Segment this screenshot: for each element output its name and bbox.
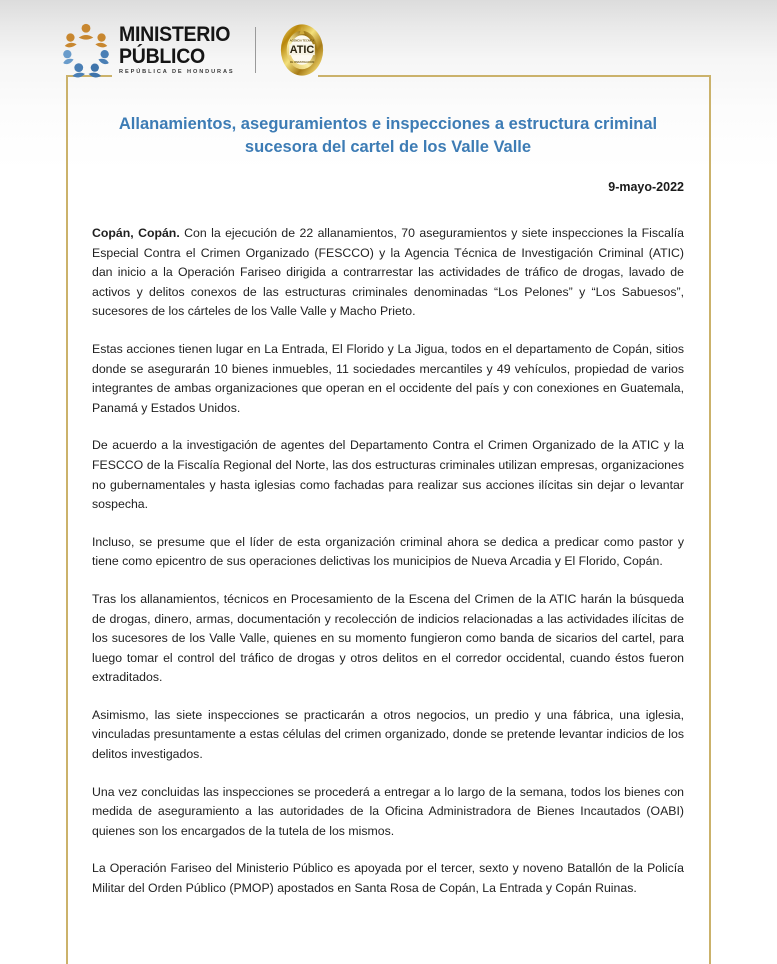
- document-body: [92, 224, 684, 899]
- frame-border-left: [66, 75, 68, 964]
- paragraph-lead: Copán, Copán.: [92, 226, 180, 240]
- paragraph-2: Estas acciones tienen lugar en La Entrada, El Florido y La Jigua, todos en el departamento de Copán, sitios donde se asegurarán 10 bienes inmuebles, 11 sociedades mercantiles y 49 vehículos, propiedad de varios integrantes de ambas organizaciones que operan en el occidente del país y con conexiones en Guatemala, Panamá y Estados Unidos.: [92, 341, 684, 415]
- svg-text:ATIC: ATIC: [289, 44, 314, 57]
- atic-seal-icon: [270, 18, 334, 82]
- people-circle-icon: [60, 22, 112, 78]
- institution-name-line1: MINISTERIO: [119, 23, 231, 47]
- ministerio-publico-wordmark: [119, 24, 239, 76]
- paragraph-7: Una vez concluidas las inspecciones se procederá a entregar a lo largo de la semana, todos los bienes con medida de aseguramiento a las autoridades de la Oficina Administradora de Bienes Incautados (OABI) quienes son los encargados de la tutela de los mismos.: [92, 784, 684, 838]
- institution-subtitle: REPÚBLICA DE HONDURAS: [119, 69, 235, 76]
- frame-border-top-right: [318, 75, 711, 77]
- paragraph-1: [92, 224, 684, 322]
- paragraph-8: La Operación Fariseo del Ministerio Público es apoyada por el tercer, sexto y noveno Batallón de la Policía Militar del Orden Público (PMOP) apostados en Santa Rosa de Copán, La Entrada y Copán Ruinas.: [92, 861, 684, 896]
- svg-text:DE INVESTIGACION: DE INVESTIGACION: [289, 60, 314, 64]
- frame-border-right: [709, 75, 711, 964]
- institution-name-line2: PÚBLICO: [119, 45, 205, 69]
- paragraph-text: Con la ejecución de 22 allanamientos, 70 aseguramientos y siete inspecciones la Fiscalía Especial Contra el Crimen Organizado (FESCCO) y la Agencia Técnica de Investigación Criminal (ATIC) dan inicio a la Operación Fariseo dirigida a contrarrestar las actividades de tráfico de drogas, lavado de activos y delitos conexos de las estructuras criminales denominadas “Los Pelones” y “Los Sabuesos”, sucesores de los cárteles de los Valle Valle y Macho Prieto.: [92, 226, 684, 319]
- document-header: [60, 18, 334, 82]
- paragraph-4: Incluso, se presume que el líder de esta organización criminal ahora se dedica a predicar como pastor y tiene como epicentro de sus operaciones delictivas los municipios de Nueva Arcadia y El Florido, Copán.: [92, 534, 684, 569]
- paragraph-3: De acuerdo a la investigación de agentes del Departamento Contra el Crimen Organizado de la ATIC y la FESCCO de la Fiscalía Regional del Norte, las dos estructuras criminales utilizan empresas, organizaciones no gubernamentales y hasta iglesias como fachadas para realizar sus acciones ilícitas sin dejar o levantar sospecha.: [92, 438, 684, 512]
- logo-divider: [255, 27, 256, 73]
- ministerio-publico-logo: [60, 22, 239, 78]
- document-title: Allanamientos, aseguramientos e inspecciones a estructura criminal sucesora del cartel de los Valle Valle: [118, 115, 658, 156]
- paragraph-6: Asimismo, las siete inspecciones se practicarán a otros negocios, un predio y una fábrica, una iglesia, vinculadas presuntamente a estas células del crimen organizado, donde se pretende levantar indicios de los delitos investigados.: [92, 707, 684, 762]
- paragraph-5: Tras los allanamientos, técnicos en Procesamiento de la Escena del Crimen de la ATIC harán la búsqueda de drogas, dinero, armas, documentación y recolección de indicios relacionadas a las actividades ilícitas de los sucesores de los Valle Valle, quienes en su momento fungieron como banda de sicarios del cartel, para luego tomar el control del tráfico de drogas y otros delitos en el corredor occidental, cuando éstos fueron extraditados.: [92, 591, 684, 685]
- svg-text:AGENCIA TECNICA: AGENCIA TECNICA: [289, 39, 314, 43]
- document-date: 9-mayo-2022: [608, 180, 684, 194]
